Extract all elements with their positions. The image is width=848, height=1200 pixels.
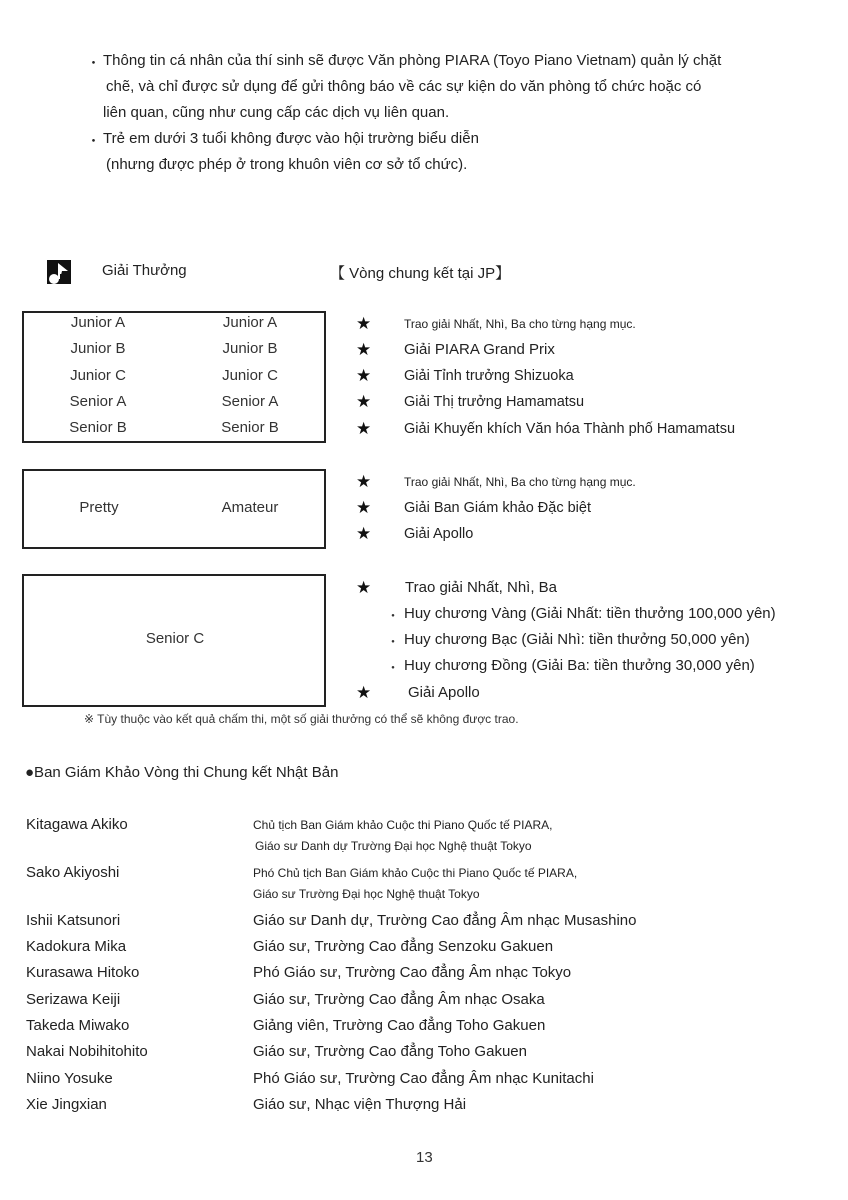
judge-title: Giáo sư, Trường Cao đẳng Toho Gakuen [253, 1043, 527, 1060]
category-label: Junior A [222, 314, 278, 331]
star-icon: ★ [356, 392, 372, 412]
bullet-symbol: ・ [386, 634, 400, 650]
star-icon: ★ [356, 419, 372, 439]
judge-title: Phó Giáo sư, Trường Cao đẳng Âm nhạc Kunitachi [253, 1070, 594, 1087]
judge-name: Niino Yosuke [26, 1070, 113, 1087]
judge-title: Giáo sư Danh dự Trường Đại học Nghệ thuật Tokyo [255, 839, 532, 853]
category-label: Pretty [79, 499, 119, 516]
category-box [22, 469, 326, 549]
judge-title: Giáo sư, Nhạc viện Thượng Hải [253, 1096, 467, 1113]
judge-title: Phó Chủ tịch Ban Giám khảo Cuộc thi Piano Quốc tế PIARA, [253, 866, 578, 880]
judge-name: Nakai Nobihitohito [26, 1043, 148, 1060]
judge-name: Serizawa Keiji [26, 991, 121, 1008]
judge-title: Chủ tịch Ban Giám khảo Cuộc thi Piano Quốc tế PIARA, [253, 818, 553, 832]
judge-name: Kadokura Mika [26, 938, 127, 955]
category-box [22, 311, 326, 443]
category-label: Junior B [70, 340, 126, 357]
judge-title: Giáo sư, Trường Cao đẳng Âm nhạc Osaka [253, 991, 545, 1008]
category-label: Senior B [69, 419, 127, 436]
intro-text: Thông tin cá nhân của thí sinh sẽ được Văn phòng PIARA (Toyo Piano Vietnam) quản lý chặt [103, 52, 722, 69]
intro-text: liên quan, cũng như cung cấp các dịch vụ liên quan. [103, 104, 450, 121]
award-item: Trao giải Nhất, Nhì, Ba cho từng hạng mục. [404, 317, 636, 331]
intro-text: Trẻ em dưới 3 tuổi không được vào hội trường biểu diễn [103, 130, 479, 147]
medal-item: Huy chương Đồng (Giải Ba: tiền thưởng 30,000 yên) [404, 657, 755, 674]
category-label: Senior B [221, 419, 279, 436]
category-label: Junior B [222, 340, 278, 357]
award-item: Giải Tỉnh trưởng Shizuoka [404, 368, 574, 384]
star-icon: ★ [356, 498, 372, 518]
award-item: Giải Thị trưởng Hamamatsu [404, 394, 585, 410]
intro-text: (nhưng được phép ở trong khuôn viên cơ sở tổ chức). [106, 156, 468, 173]
star-icon: ★ [356, 578, 372, 598]
bullet-symbol: ・ [86, 133, 102, 150]
star-icon: ★ [356, 524, 372, 544]
judge-title: Phó Giáo sư, Trường Cao đẳng Âm nhạc Tokyo [253, 964, 572, 981]
category-label: Senior C [145, 630, 205, 647]
star-icon: ★ [356, 472, 372, 492]
awards-note: ※ Tùy thuộc vào kết quả chấm thi, một số giải thưởng có thể sẽ không được trao. [84, 712, 519, 726]
category-label: Amateur [221, 499, 279, 516]
category-label: Senior A [69, 393, 127, 410]
judge-name: Ishii Katsunori [26, 912, 121, 929]
page-number: 13 [416, 1149, 433, 1166]
judge-name: Sako Akiyoshi [26, 864, 120, 881]
category-label: Senior A [221, 393, 279, 410]
awards-title: Giải Thưởng [102, 262, 187, 279]
judges-title: ●Ban Giám Khảo Vòng thi Chung kết Nhật Bản [25, 764, 339, 781]
award-item: Trao giải Nhất, Nhì, Ba [405, 579, 558, 596]
award-item: Giải Apollo [408, 684, 480, 701]
bullet-symbol: ・ [86, 55, 102, 72]
category-label: Junior C [70, 367, 126, 384]
awards-subtitle: 【 Vòng chung kết tại JP】 [330, 265, 511, 282]
bullet-symbol: ・ [386, 660, 400, 676]
judge-name: Xie Jingxian [26, 1096, 107, 1113]
judge-name: Kitagawa Akiko [26, 816, 128, 833]
star-icon: ★ [356, 340, 372, 360]
judge-title: Giáo sư Danh dự, Trường Cao đẳng Âm nhạc Musashino [253, 912, 637, 929]
star-icon: ★ [356, 366, 372, 386]
award-item: Giải Ban Giám khảo Đặc biệt [404, 500, 591, 516]
category-label: Junior A [70, 314, 126, 331]
judge-title: Giáo sư, Trường Cao đẳng Senzoku Gakuen [253, 938, 554, 955]
judge-name: Kurasawa Hitoko [26, 964, 140, 981]
medal-item: Huy chương Bạc (Giải Nhì: tiền thưởng 50,000 yên) [404, 631, 750, 648]
award-item: Giải Khuyến khích Văn hóa Thành phố Hamamatsu [404, 421, 736, 437]
judge-title: Giảng viên, Trường Cao đẳng Toho Gakuen [253, 1017, 546, 1034]
category-label: Junior C [222, 367, 278, 384]
star-icon: ★ [356, 314, 372, 334]
medal-item: Huy chương Vàng (Giải Nhất: tiền thưởng 100,000 yên) [404, 605, 776, 622]
award-item: Trao giải Nhất, Nhì, Ba cho từng hạng mục. [404, 475, 636, 489]
award-item: Giải Apollo [404, 526, 474, 542]
star-icon: ★ [356, 683, 372, 703]
judge-title: Giáo sư Trường Đại học Nghệ thuật Tokyo [253, 887, 480, 901]
bullet-symbol: ・ [386, 608, 400, 624]
award-item: Giải PIARA Grand Prix [404, 341, 555, 358]
music-note-square-icon [47, 260, 71, 284]
intro-text: chẽ, và chỉ được sử dụng để gửi thông báo về các sự kiện do văn phòng tổ chức hoặc có [106, 78, 702, 95]
judge-name: Takeda Miwako [26, 1017, 130, 1034]
